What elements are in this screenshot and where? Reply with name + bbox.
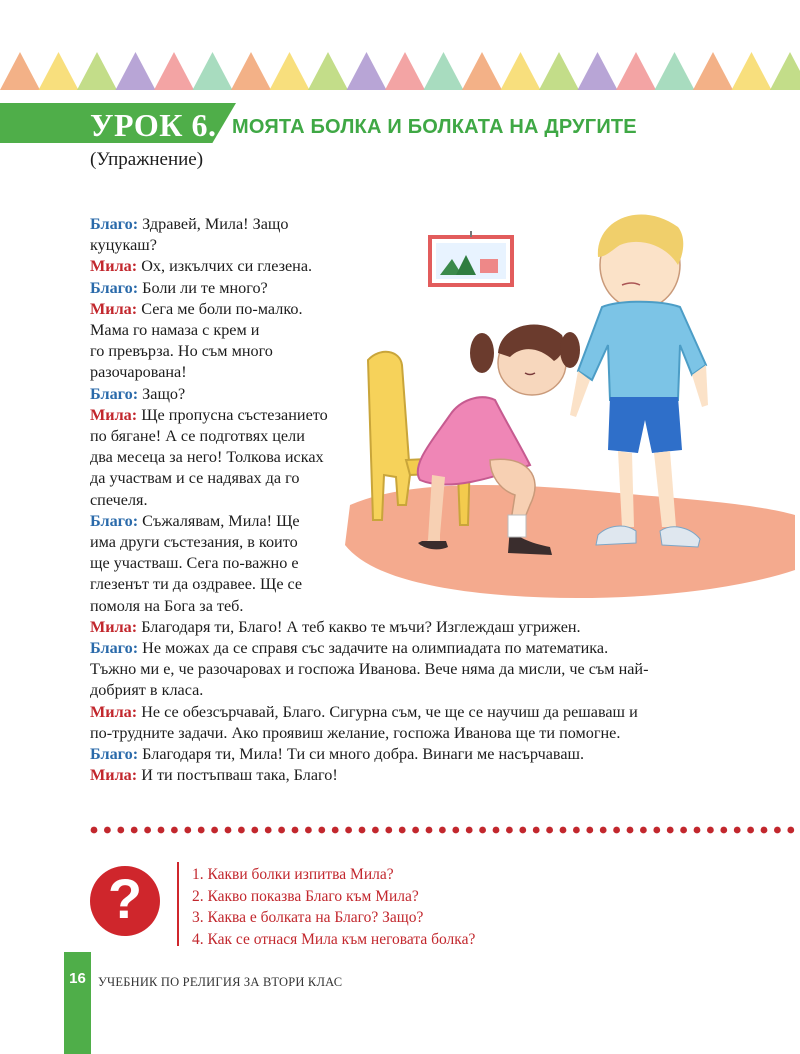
page-number-bar (64, 952, 91, 1054)
separator-dot (292, 827, 299, 834)
dialogue-text-line: спечеля. (90, 490, 148, 509)
separator-dot (613, 827, 620, 834)
separator-dot (573, 827, 580, 834)
decor-triangle (116, 52, 156, 90)
separator-dot (412, 827, 419, 834)
dialogue-line (90, 320, 730, 341)
lesson-subtitle: (Упражнение) (90, 149, 204, 170)
separator-dot (91, 827, 98, 834)
question-list (192, 864, 475, 950)
dialogue-text-line: куцукаш? (90, 236, 157, 255)
dialogue-line (90, 680, 730, 701)
decor-triangle (154, 52, 194, 90)
decor-triangle (693, 52, 733, 90)
dialogue-text-line: по бягане! А се подготвях цели (90, 427, 305, 446)
decor-triangle (231, 52, 271, 90)
dialogue-text-line: И ти постъпваш така, Благо! (141, 766, 338, 785)
separator-dot (734, 827, 741, 834)
separator-dot (211, 827, 218, 834)
separator-dot (104, 827, 111, 834)
dialogue-text-line: помоля на Бога за теб. (90, 596, 244, 615)
separator-dot (747, 827, 754, 834)
separator-dot (318, 827, 325, 834)
dialogue-text-line: Не можах да се справя със задачите на олимпиадата по математика. (142, 639, 609, 658)
dialogue-text-line: Съжалявам, Мила! Ще (142, 511, 300, 530)
question-mark-icon: ? (107, 867, 143, 930)
speaker-label: Благо: (90, 384, 139, 403)
separator-dot (171, 827, 178, 834)
dialogue-text-line: Боли ли те много? (142, 278, 268, 297)
dialogue-line (90, 532, 730, 553)
decor-triangle (770, 52, 800, 90)
separator-dot (667, 827, 674, 834)
dialogue-line (90, 638, 730, 659)
dialogue-line (90, 426, 730, 447)
decor-triangle (347, 52, 387, 90)
dialogue-line (90, 744, 730, 765)
separator-dot (144, 827, 151, 834)
separator-dot (466, 827, 473, 834)
speaker-label: Благо: (90, 639, 139, 658)
dialogue-text-line: разочарована! (90, 363, 187, 382)
decor-triangle (462, 52, 502, 90)
dialogue-line (90, 490, 730, 511)
lesson-title: МОЯТА БОЛКА И БОЛКАТА НА ДРУГИТЕ (232, 116, 637, 138)
separator-dot (546, 827, 553, 834)
dialogue-line (90, 256, 730, 277)
dialogue-line (90, 574, 730, 595)
book-title: УЧЕБНИК ПО РЕЛИГИЯ ЗА ВТОРИ КЛАС (98, 975, 343, 989)
separator-dot (225, 827, 232, 834)
separator-dot (372, 827, 379, 834)
decor-triangle (578, 52, 618, 90)
dialogue-line (90, 447, 730, 468)
separator-dot (680, 827, 687, 834)
dialogue-line (90, 235, 730, 256)
dialogue-line (90, 214, 730, 235)
speaker-label: Благо: (90, 511, 139, 530)
separator-dot (278, 827, 285, 834)
separator-dot (560, 827, 567, 834)
decor-triangle (193, 52, 233, 90)
dialogue-text-line: Сега ме боли по-малко. (141, 299, 303, 318)
dialogue-line (90, 362, 730, 383)
speaker-label: Мила: (90, 405, 138, 424)
separator-dot (586, 827, 593, 834)
separator-dot (479, 827, 486, 834)
dialogue-text-line: Благодаря ти, Благо! А теб какво те мъчи? Изглеждаш угрижен. (141, 617, 581, 636)
decor-triangle (501, 52, 541, 90)
dialogue-text-line: Здравей, Мила! Защо (142, 215, 289, 233)
dialogue-line (90, 299, 730, 320)
separator-dot (627, 827, 634, 834)
decor-triangle (0, 52, 40, 90)
separator-dot (251, 827, 258, 834)
separator-dot (439, 827, 446, 834)
decor-triangle (424, 52, 464, 90)
decor-triangle (732, 52, 772, 90)
question-item: 4. Как се отнася Мила към неговата болка? (192, 930, 476, 948)
question-item: 1. Какви болки изпитва Мила? (192, 866, 394, 883)
separator-dot (238, 827, 245, 834)
separator-dot (493, 827, 500, 834)
dialogue-text-line: го превърза. Но съм много (90, 342, 273, 361)
separator-dot (332, 827, 339, 834)
dialogue-text-line: добрият в класа. (90, 681, 204, 700)
separator-dot (158, 827, 165, 834)
dialogue-line (90, 511, 730, 532)
separator-dot (519, 827, 526, 834)
decor-triangle (655, 52, 695, 90)
dialogue-line (90, 468, 730, 489)
dialogue-text-line: Ще пропусна състезанието (141, 405, 328, 424)
separator-dot (131, 827, 138, 834)
separator-dot (761, 827, 768, 834)
dialogue-text-line: Мама го намаза с крем и (90, 321, 260, 340)
speaker-label: Мила: (90, 766, 138, 785)
separator-dot (305, 827, 312, 834)
decor-triangle (39, 52, 79, 90)
separator-dot (694, 827, 701, 834)
dialogue-line (90, 702, 730, 723)
dialogue-line (90, 341, 730, 362)
separator-dot (265, 827, 272, 834)
lesson-number: УРОК 6. (90, 107, 217, 143)
dialogue-text-line: Ох, изкълчих си глезена. (141, 257, 313, 276)
separator-dot (787, 827, 794, 834)
separator-dot (720, 827, 727, 834)
question-divider (177, 862, 179, 946)
separator-dot (600, 827, 607, 834)
dialogue-text-line: да участвам и се надявах да го (90, 469, 300, 488)
dialogue-line (90, 723, 730, 744)
separator-dot (117, 827, 124, 834)
separator-dot (653, 827, 660, 834)
question-item: 2. Какво показва Благо към Мила? (192, 887, 419, 905)
speaker-label: Мила: (90, 257, 138, 276)
separator-dot (359, 827, 366, 834)
triangle-border-decoration (0, 52, 800, 90)
dialogue-text (90, 214, 730, 786)
dialogue-text-line: глезенът ти да оздравее. Ще се (90, 575, 303, 594)
decor-triangle (77, 52, 117, 90)
speaker-label: Мила: (90, 617, 138, 636)
page-number: 16 (69, 970, 86, 987)
speaker-label: Мила: (90, 299, 138, 318)
separator-dot (506, 827, 513, 834)
speaker-label: Благо: (90, 745, 139, 764)
separator-dot (385, 827, 392, 834)
decor-triangle (385, 52, 425, 90)
dialogue-line (90, 765, 730, 786)
speaker-label: Благо: (90, 278, 139, 297)
separator-dot (426, 827, 433, 834)
dialogue-text-line: Не се обезсърчавай, Благо. Сигурна съм, че ще се научиш да решаваш и (141, 702, 638, 721)
separator-dot (452, 827, 459, 834)
separator-dot (640, 827, 647, 834)
separator-dot (707, 827, 714, 834)
dialogue-line (90, 384, 730, 405)
dialogue-text-line: Благодаря ти, Мила! Ти си много добра. Винаги ме насърчаваш. (142, 745, 585, 764)
decor-triangle (539, 52, 579, 90)
separator-dot (184, 827, 191, 834)
speaker-label: Мила: (90, 702, 138, 721)
separator-dot (198, 827, 205, 834)
dialogue-text-line: ще участваш. Сега по-важно е (90, 554, 299, 573)
separator-dot (345, 827, 352, 834)
question-item: 3. Каква е болката на Благо? Защо? (192, 909, 424, 926)
decor-triangle (308, 52, 348, 90)
dialogue-line (90, 617, 730, 638)
dialogue-line (90, 278, 730, 299)
separator-dot (774, 827, 781, 834)
dialogue-line (90, 553, 730, 574)
dialogue-line (90, 405, 730, 426)
separator-dot (399, 827, 406, 834)
decor-triangle (270, 52, 310, 90)
dialogue-line (90, 596, 730, 617)
dialogue-line (90, 659, 730, 680)
dialogue-text-line: Тъжно ми е, че разочаровах и госпожа Иванова. Вече няма да мисли, че съм най- (90, 660, 649, 679)
separator-dot (533, 827, 540, 834)
decor-triangle (616, 52, 656, 90)
dialogue-text-line: два месеца за него! Толкова исках (90, 448, 324, 467)
dialogue-text-line: Защо? (142, 384, 186, 403)
dialogue-text-line: по-трудните задачи. Ако проявиш желание, госпожа Иванова ще ти помогне. (90, 723, 621, 742)
speaker-label: Благо: (90, 215, 139, 233)
dotted-separator (90, 826, 800, 834)
dialogue-text-line: има други състезания, в които (90, 533, 298, 552)
